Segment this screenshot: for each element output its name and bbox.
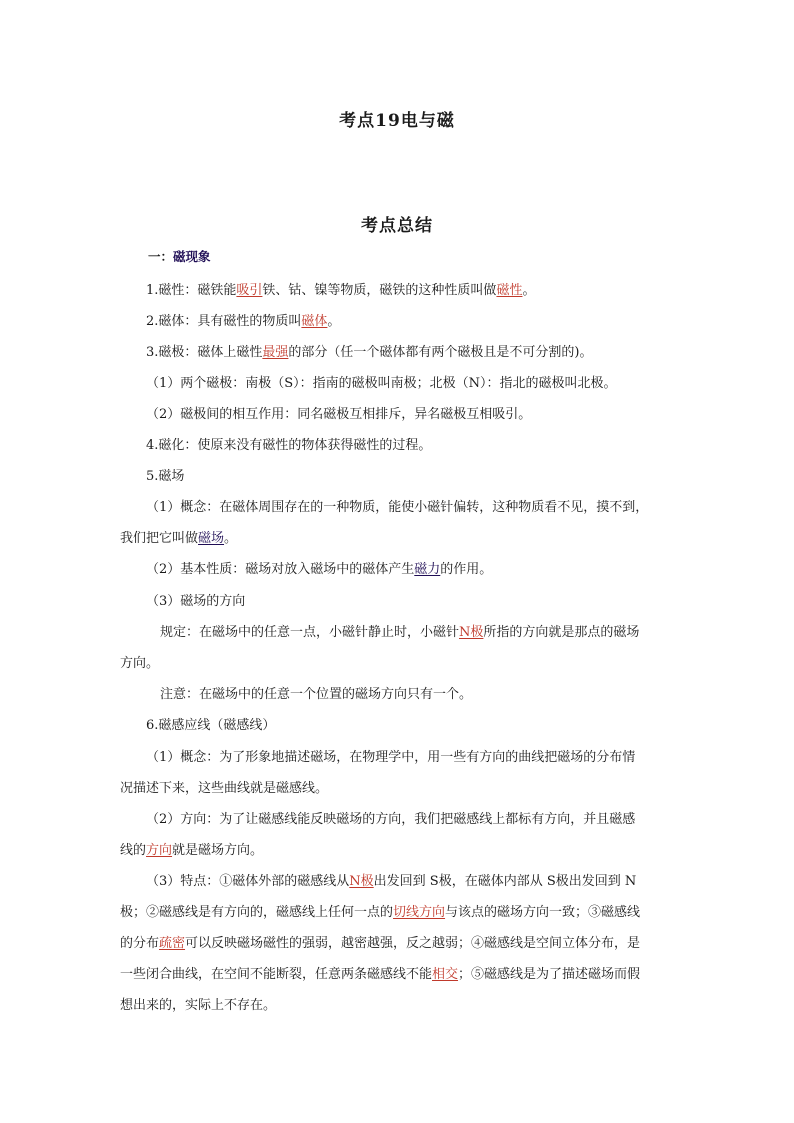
section-title: 考点总结	[361, 216, 433, 236]
item-lines-features-2: 极；②磁感线是有方向的，磁感线上任何一点的切线方向与该点的磁场方向一致；③磁感线	[120, 905, 641, 920]
item-lines-features: （3）特点：①磁体外部的磁感线从N极出发回到 S极，在磁体内部从 S极出发回到 N	[146, 874, 637, 889]
item-magnetization: 4.磁化：使原来没有磁性的物体获得磁性的过程。	[146, 438, 432, 453]
item-lines-concept: （1）概念：为了形象地描述磁场，在物理学中，用一些有方向的曲线把磁场的分布情	[146, 750, 636, 765]
keyword: N极	[349, 874, 374, 889]
item-pole-interaction: （2）磁极间的相互作用：同名磁极互相排斥，异名磁极互相吸引。	[146, 407, 532, 422]
item-lines-direction: （2）方向：为了让磁感线能反映磁场的方向，我们把磁感线上都标有方向，并且磁感	[146, 812, 636, 827]
keyword: 磁性	[496, 283, 523, 298]
item-lines-features-4: 一些闭合曲线，在空间不能断裂，任意两条磁感线不能相交；⑤磁感线是为了描述磁场而假	[120, 967, 641, 982]
keyword: 磁体	[301, 314, 328, 329]
section-number: 一：	[148, 249, 174, 264]
section-heading	[148, 247, 211, 265]
keyword: 切线方向	[393, 905, 446, 920]
item-field-direction: （3）磁场的方向	[146, 594, 246, 609]
item-field-property: （2）基本性质：磁场对放入磁场中的磁体产生磁力的作用。	[146, 562, 493, 577]
page-title: 考点19电与磁	[339, 111, 455, 131]
item-note: 注意：在磁场中的任意一个位置的磁场方向只有一个。	[160, 687, 473, 702]
item-lines-features-5: 想出来的，实际上不存在。	[120, 998, 277, 1013]
keyword: 疏密	[159, 936, 186, 951]
item-magnetic-field: 5.磁场	[146, 469, 185, 484]
item-magnet: 2.磁体：具有磁性的物质叫磁体。	[146, 314, 341, 329]
item-rule: 规定：在磁场中的任意一点，小磁针静止时，小磁针N极所指的方向就是那点的磁场	[160, 625, 640, 640]
item-lines-features-3: 的分布疏密可以反映磁场磁性的强弱，越密越强，反之越弱；④磁感线是空间立体分布，是	[120, 936, 641, 951]
keyword: 吸引	[236, 283, 263, 298]
item-two-poles: （1）两个磁极：南极（S）：指南的磁极叫南极；北极（N）：指北的磁极叫北极。	[146, 376, 617, 391]
keyword: 磁场	[198, 531, 225, 546]
item-pole: 3.磁极：磁体上磁性最强的部分（任一个磁体都有两个磁极且是不可分割的)。	[146, 345, 593, 360]
keyword: N极	[459, 625, 484, 640]
item-field-concept: （1）概念：在磁体周围存在的一种物质，能使小磁针偏转，这种物质看不见，摸不到，	[146, 500, 649, 515]
keyword: 相交	[432, 967, 459, 982]
item-lines-direction-cont: 线的方向就是磁场方向。	[120, 843, 264, 858]
section-name: 磁现象	[173, 249, 211, 264]
item-field-lines: 6.磁感应线（磁感线）	[146, 718, 276, 733]
keyword: 方向	[146, 843, 173, 858]
item-magnetism: 1.磁性：磁铁能吸引铁、钴、镍等物质，磁铁的这种性质叫做磁性。	[146, 283, 536, 298]
keyword: 最强	[262, 345, 289, 360]
keyword: 磁力	[414, 562, 441, 577]
item-field-concept-cont: 我们把它叫做磁场。	[120, 531, 238, 546]
item-rule-cont: 方向。	[120, 656, 160, 671]
item-lines-concept-cont: 况描述下来，这些曲线就是磁感线。	[120, 781, 329, 796]
